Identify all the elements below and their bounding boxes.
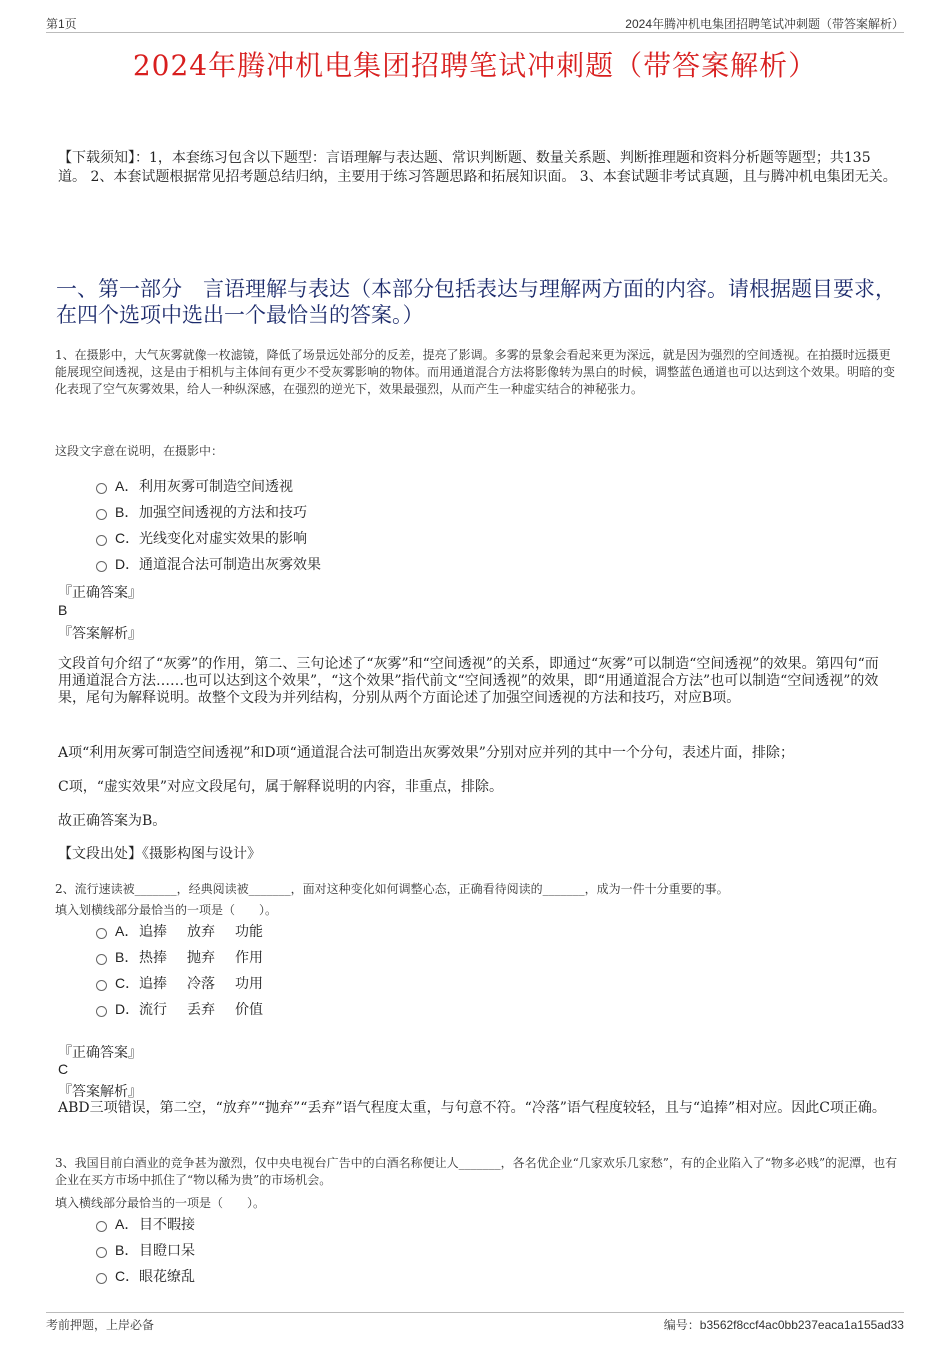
download-notice: 【下载须知】：1，本套练习包含以下题型：言语理解与表达题、常识判断题、数量关系题、判断推理题和资料分析题等题型；共135道。 2、本套试题根据常见招考题总结归纳，主要用于练习答题思路和拓展知识面。 3、本套试题非考试真题，且与腾冲机电集团无关。 [58, 150, 897, 185]
radio-icon[interactable] [96, 561, 107, 572]
radio-icon[interactable] [96, 1006, 107, 1017]
question-2-prompt: 填入划横线部分最恰当的一项是（ ）。 [55, 903, 278, 917]
question-1-prompt: 这段文字意在说明，在摄影中： [55, 444, 224, 458]
radio-icon[interactable] [96, 1247, 107, 1258]
radio-icon[interactable] [96, 980, 107, 991]
radio-icon[interactable] [96, 509, 107, 520]
analysis-heading: 『答案解析』 [58, 1084, 142, 1100]
radio-icon[interactable] [96, 1273, 107, 1284]
option-b[interactable]: B． 加强空间透视的方法和技巧 [96, 499, 321, 525]
question-1-text: 1、在摄影中，大气灰雾就像一枚滤镜，降低了场景远处部分的反差，提亮了影调。多雾的景象会看起来更为深远，就是因为强烈的空间透视。在拍摄时远摄更能展现空间透视，这是由于相机与主体间有更少不受灰雾影响的物体。而用通道混合方法将影像转为黑白的时候，调整蓝色通道也可以达到这个效果。明暗的变化表现了空气灰雾效果，给人一种纵深感，在强烈的逆光下，效果最强烈，从而产生一种虚实结合的神秘张力。 [55, 348, 896, 396]
analysis-paragraph: ABD三项错误，第二空，“放弃”“抛弃”“丢弃”语气程度太重，与句意不符。“冷落”语气程度较轻，且与“追捧”相对应。因此C项正确。 [58, 1100, 886, 1116]
option-b[interactable]: B． 热捧 抛弃 作用 [96, 944, 283, 970]
analysis-paragraph: C项，“虚实效果”对应文段尾句，属于解释说明的内容，非重点，排除。 [58, 779, 504, 795]
header-doc-title: 2024年腾冲机电集团招聘笔试冲刺题（带答案解析） [625, 17, 904, 31]
document-title: 2024年腾冲机电集团招聘笔试冲刺题（带答案解析） [132, 49, 818, 82]
page-number: 第1页 [46, 17, 77, 31]
question-3-text: 3、我国目前白酒业的竞争甚为激烈，仅中央电视台广告中的白酒名称便让人_______，各名优企业“几家欢乐几家愁”，有的企业陷入了“物多必贱”的泥潭，也有企业在买方市场中抓住了“物以稀为贵”的市场机会。 [55, 1156, 898, 1187]
analysis-heading: 『答案解析』 [58, 626, 142, 642]
question-3-prompt: 填入横线部分最恰当的一项是（ ）。 [55, 1196, 266, 1210]
analysis-paragraph: 文段首句介绍了“灰雾”的作用，第二、三句论述了“灰雾”和“空间透视”的关系，即通过“灰雾”可以制造“空间透视”的效果。第四句“而用通道混合方法……也可以达到这个效果”，“这个效果”指代前文“空间透视”的效果，即“用通道混合方法”也可以制造“空间透视”的效果，尾句为解释说明。故整个文段为并列结构，分别从两个方面论述了加强空间透视的方法和技巧，对应B项。 [58, 656, 879, 706]
question-1-options [96, 473, 321, 577]
answer-heading: 『正确答案』 [58, 585, 142, 601]
radio-icon[interactable] [96, 483, 107, 494]
correct-answer: B [58, 602, 68, 618]
option-d[interactable]: D． 通道混合法可制造出灰雾效果 [96, 551, 321, 577]
option-c[interactable]: C． 追捧 冷落 功用 [96, 970, 283, 996]
option-c[interactable]: C． 光线变化对虚实效果的影响 [96, 525, 321, 551]
radio-icon[interactable] [96, 928, 107, 939]
option-c[interactable]: C． 眼花缭乱 [96, 1263, 195, 1289]
section-heading: 一、第一部分 言语理解与表达（本部分包括表达与理解两方面的内容。请根据题目要求，在四个选项中选出一个最恰当的答案。） [56, 277, 896, 327]
answer-heading: 『正确答案』 [58, 1045, 142, 1061]
question-2-text: 2、流行速读被_______，经典阅读被_______，面对这种变化如何调整心态，正确看待阅读的_______，成为一件十分重要的事。 [55, 882, 729, 896]
analysis-paragraph: A项“利用灰雾可制造空间透视”和D项“通道混合法可制造出灰雾效果”分别对应并列的其中一个分句，表述片面，排除； [58, 745, 794, 761]
option-a[interactable]: A． 目不暇接 [96, 1211, 195, 1237]
correct-answer: C [58, 1061, 69, 1077]
analysis-paragraph: 故正确答案为B。 [58, 813, 167, 829]
footer-slogan: 考前押题，上岸必备 [46, 1318, 155, 1332]
source-note: 【文段出处】《摄影构图与设计》 [58, 846, 261, 862]
page-header [46, 14, 904, 33]
option-a[interactable]: A． 追捧 放弃 功能 [96, 918, 283, 944]
question-3-options [96, 1211, 195, 1289]
footer-serial: 编号：b3562f8ccf4ac0bb237eaca1a155ad33 [663, 1318, 904, 1332]
radio-icon[interactable] [96, 535, 107, 546]
question-2-options [96, 918, 283, 1022]
option-b[interactable]: B． 目瞪口呆 [96, 1237, 195, 1263]
page-footer [46, 1312, 904, 1333]
option-d[interactable]: D． 流行 丢弃 价值 [96, 996, 283, 1022]
radio-icon[interactable] [96, 1221, 107, 1232]
option-a[interactable]: A． 利用灰雾可制造空间透视 [96, 473, 321, 499]
radio-icon[interactable] [96, 954, 107, 965]
